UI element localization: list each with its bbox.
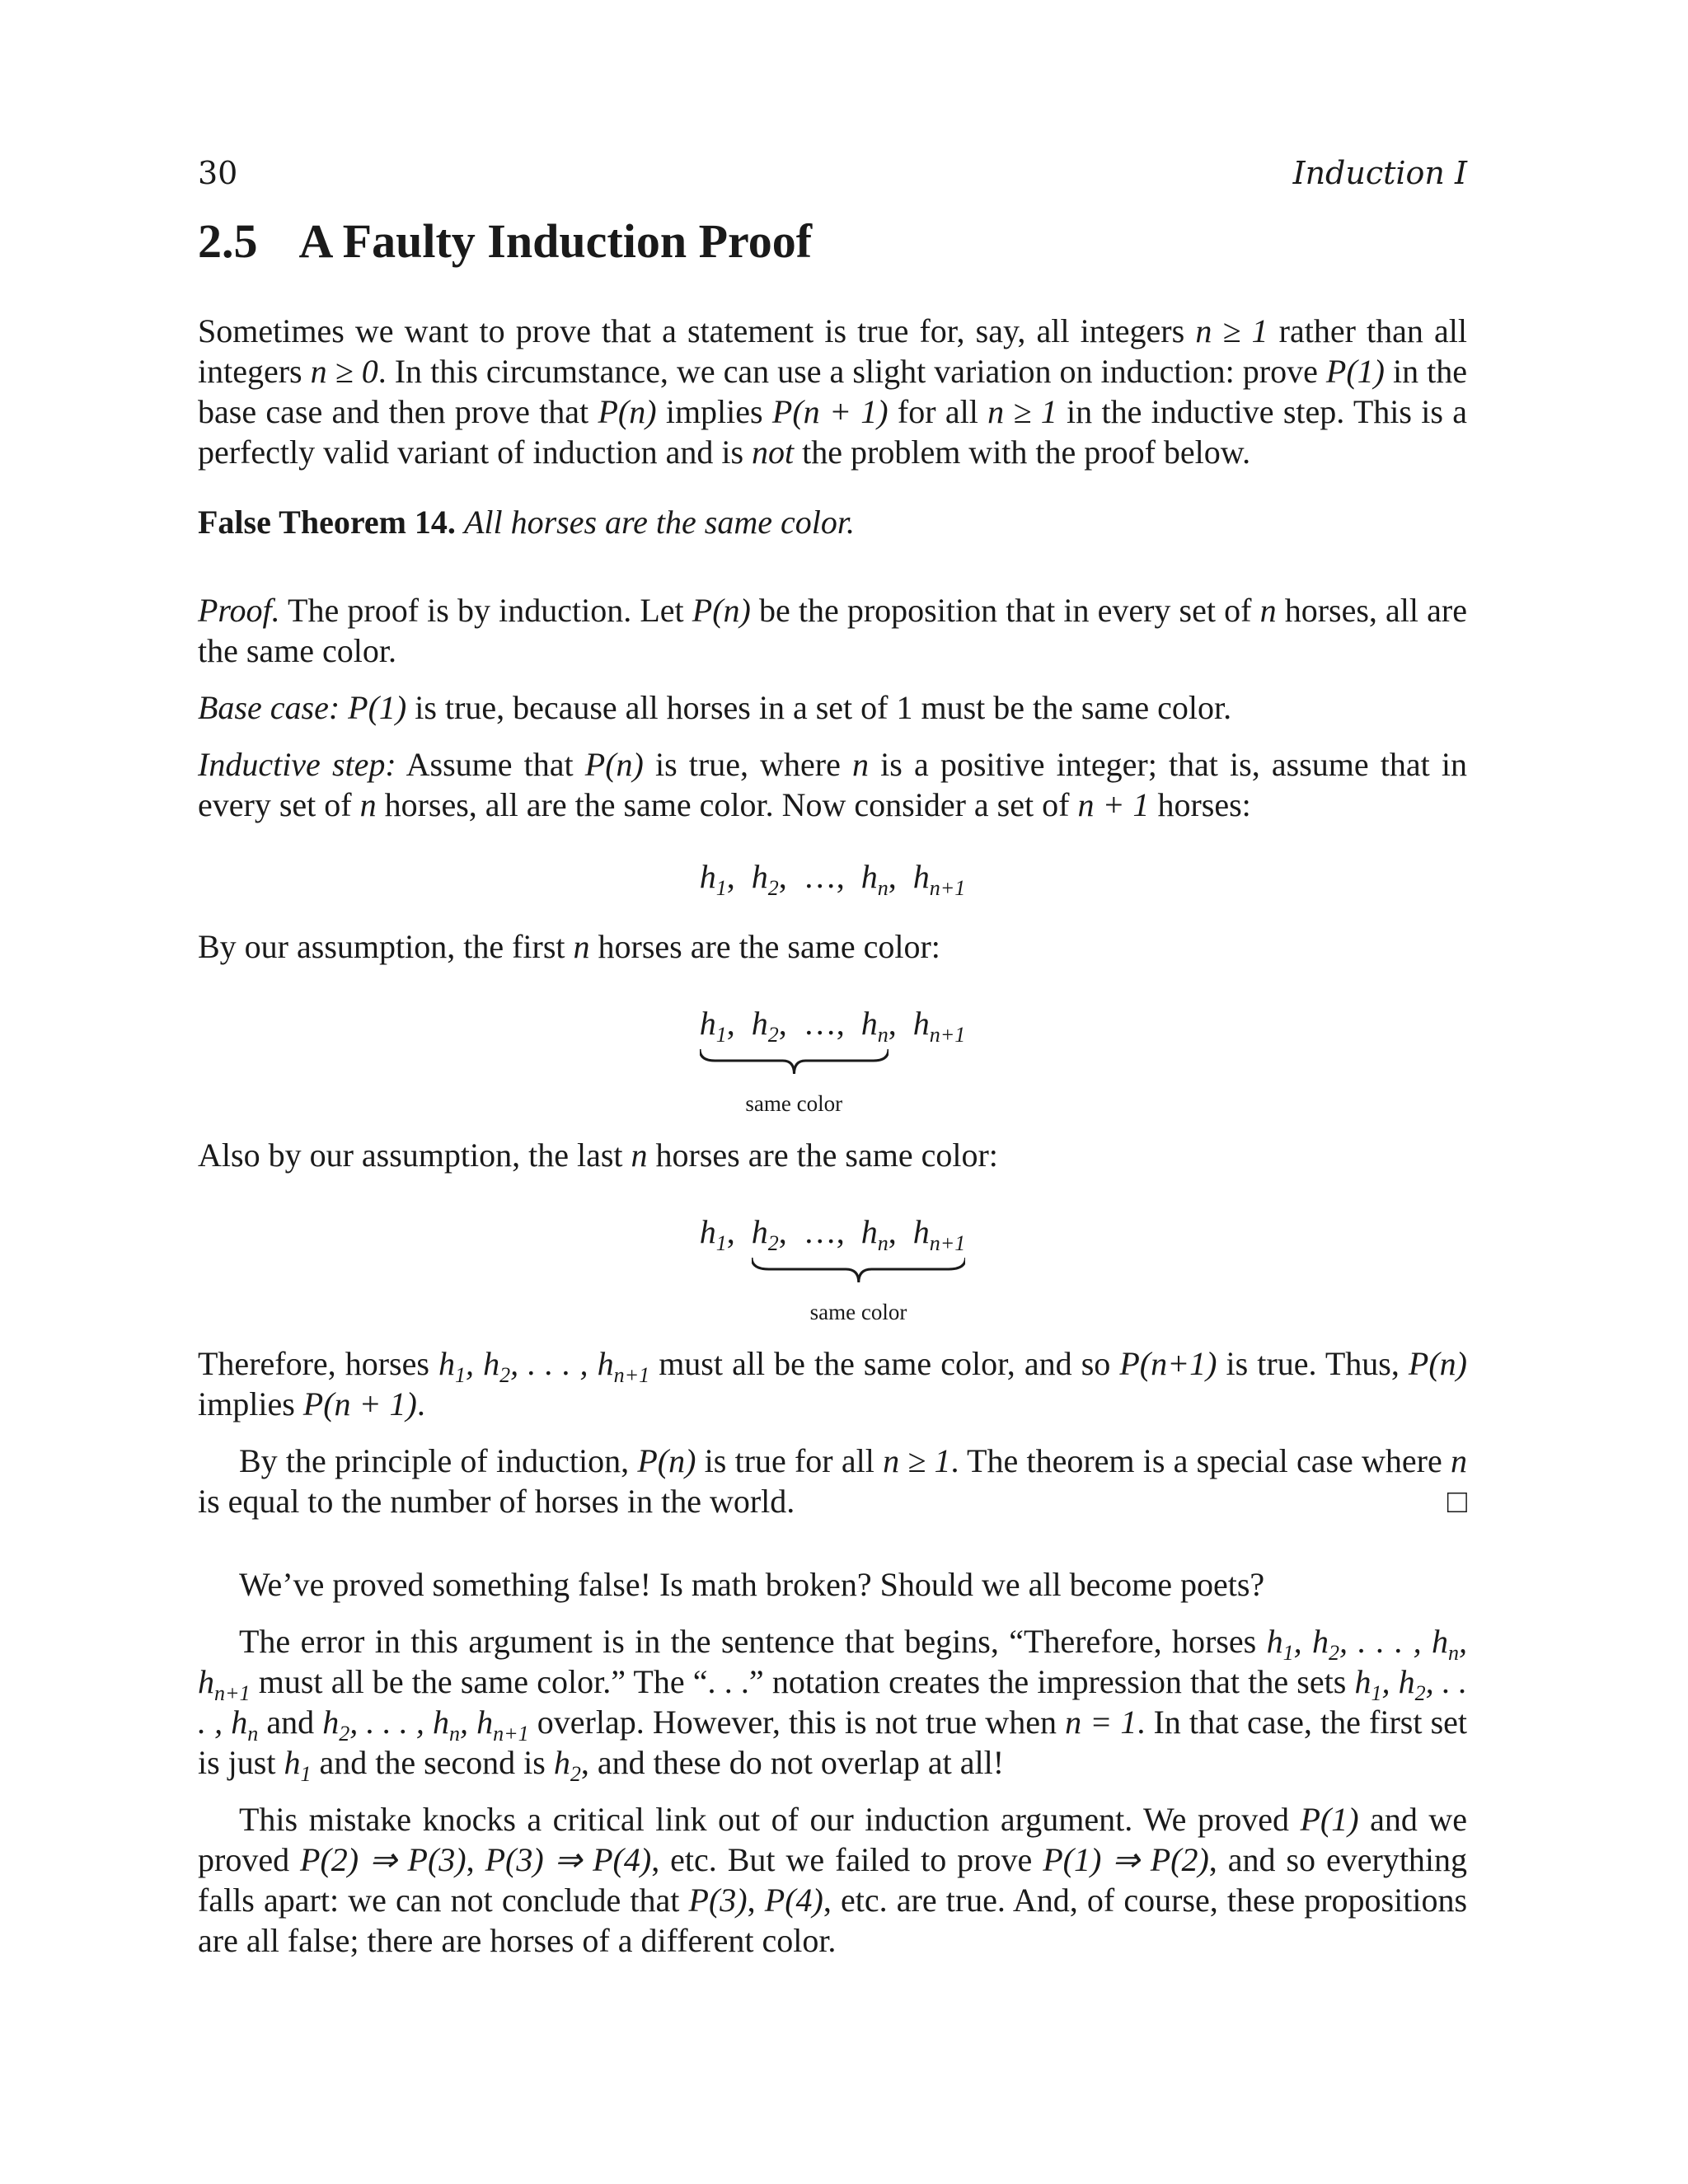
qed-box-icon: □ bbox=[1447, 1483, 1467, 1520]
error-paragraph: The error in this argument is in the sentence that begins, “Therefore, horses $h_1$, $h_2$, . . . , $h_n$, $h_{n+1}$ must all be the same color.” The “. . .” notation creates the impression that the sets $h_1$, $h_2$, . . . , $h_n$ and $h_2$, . . . , $h_n$, $h_{n+1}$ overlap. However, this is not true when n = 1. In that case, the first set is just $h_1$ and the second is $h_2$, and these do not overlap at all! bbox=[198, 1623, 1468, 1786]
broken-paragraph: We’ve proved something false! Is math broken? Should we all become poets? bbox=[239, 1566, 1265, 1603]
underbrace-icon bbox=[752, 1254, 966, 1287]
section-title: A Faulty Induction Proof bbox=[298, 214, 813, 268]
running-head bbox=[198, 152, 1467, 194]
theorem bbox=[198, 502, 1467, 542]
proof-label: Proof. bbox=[198, 592, 280, 629]
first-n-sentence: By our assumption, the first n horses are the same color: bbox=[198, 928, 940, 965]
brace-group-last: $h_2$, …, $h_n$, $h_{n+1}$ same color bbox=[752, 1212, 966, 1252]
display-first-n: $h_1$, $h_2$, …, $h_n$ same color , $h_{n+1}$ bbox=[198, 1003, 1467, 1102]
running-title: Induction I bbox=[1292, 155, 1467, 191]
brace-label-last: same color bbox=[809, 1300, 907, 1324]
brace-label-first: same color bbox=[745, 1091, 843, 1116]
intro-paragraph: Sometimes we want to prove that a statement is true for, say, all integers n ≥ 1 rather than all integers n ≥ 0. In this circumstance, we can use a slight variation on induction: prove P(1) in the base case and then prove that P(n) implies P(n + 1) for all n ≥ 1 in the inductive step. This is a perfectly valid variant of induction and is not the problem with the proof below. bbox=[198, 312, 1468, 471]
principle-paragraph: By the principle of induction, P(n) is true for all n ≥ 1. The theorem is a special case where n is equal to the number of horses in the world. □ bbox=[198, 1442, 1467, 1520]
theorem-label: False Theorem 14. bbox=[198, 504, 456, 541]
brace-group-first: $h_1$, $h_2$, …, $h_n$ same color bbox=[700, 1003, 889, 1043]
section-heading bbox=[198, 209, 1467, 274]
inductive-step: Inductive step: Assume that P(n) is true, where n is a positive integer; that is, assume that in every set of n horses, all are the same color. Now consider a set of n + 1 horses: bbox=[198, 746, 1467, 823]
underbrace-icon bbox=[700, 1046, 889, 1079]
mistake-paragraph: This mistake knocks a critical link out of our induction argument. We proved P(1) and we proved P(2) ⇒ P(3), P(3) ⇒ P(4), etc. But we failed to prove P(1) ⇒ P(2), and so everything falls apart: we can not conclude that P(3), P(4), etc. are true. And, of course, these propositions are all false; there are horses of a different color. bbox=[198, 1801, 1468, 1959]
last-n-sentence: Also by our assumption, the last n horses are the same color: bbox=[198, 1137, 998, 1174]
theorem-statement: All horses are the same color. bbox=[463, 504, 855, 541]
section-number: 2.5 bbox=[198, 214, 258, 268]
display-last-n: $h_1$, $h_2$, …, $h_n$, $h_{n+1}$ same color bbox=[198, 1212, 1467, 1310]
page-number: 30 bbox=[198, 155, 238, 191]
display-sequence: $h_1$, $h_2$, …, $h_n$, $h_{n+1}$ bbox=[699, 858, 966, 900]
therefore-paragraph: Therefore, horses $h_1$, $h_2$, . . . , $h_{n+1}$ must all be the same color, and so P(n+1) is true. Thus, P(n) implies P(n + 1). bbox=[198, 1345, 1467, 1422]
proof-intro: Proof. The proof is by induction. Let P(n) be the proposition that in every set of n horses, all are the same color. bbox=[198, 592, 1467, 669]
base-case: Base case: P(1) is true, because all horses in a set of 1 must be the same color. bbox=[198, 689, 1232, 726]
page bbox=[198, 152, 1467, 1961]
